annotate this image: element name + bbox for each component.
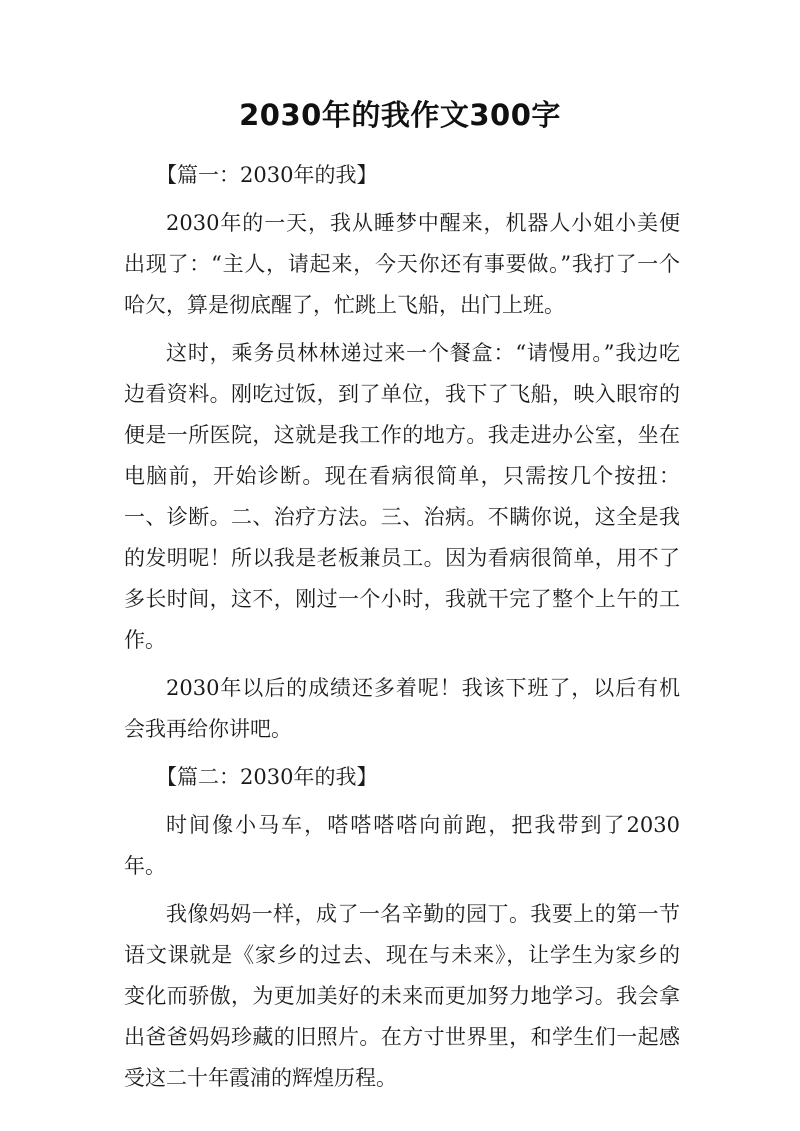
paragraph: 时间像小马车，嗒嗒嗒嗒向前跑，把我带到了2030年。 bbox=[124, 813, 680, 878]
paragraph: 2030年以后的成绩还多着呢！我该下班了，以后有机会我再给你讲吧。 bbox=[124, 676, 680, 741]
document-body bbox=[124, 155, 680, 1106]
paragraph: 我像妈妈一样，成了一名辛勤的园丁。我要上的第一节语文课就是《家乡的过去、现在与未来》，让学生为家乡的变化而骄傲，为更加美好的未来而更加努力地学习。我会拿出爸爸妈妈珍藏的旧照片。在方寸世界里，和学生们一起感受这二十年霞浦的辉煌历程。 bbox=[124, 902, 680, 1090]
paragraph: 2030年的一天，我从睡梦中醒来，机器人小姐小美便出现了：“主人，请起来，今天你还有事要做。”我打了一个哈欠，算是彻底醒了，忙跳上飞船，出门上班。 bbox=[124, 211, 680, 317]
section-heading-2: 【篇二：2030年的我】 bbox=[156, 765, 378, 789]
paragraph: 这时，乘务员林林递过来一个餐盒：“请慢用。”我边吃边看资料。刚吃过饭，到了单位，我下了飞船，映入眼帘的便是一所医院，这就是我工作的地方。我走进办公室，坐在电脑前，开始诊断。现在看病很简单，只需按几个按扭：一、诊断。二、治疗方法。三、治病。不瞒你说，这全是我的发明呢！所以我是老板兼员工。因为看病很简单，用不了多长时间，这不，刚过一个小时，我就干完了整个上午的工作。 bbox=[124, 341, 680, 652]
section-heading-1: 【篇一：2030年的我】 bbox=[156, 163, 378, 187]
document-title: 2030年的我作文300字 bbox=[239, 98, 561, 132]
